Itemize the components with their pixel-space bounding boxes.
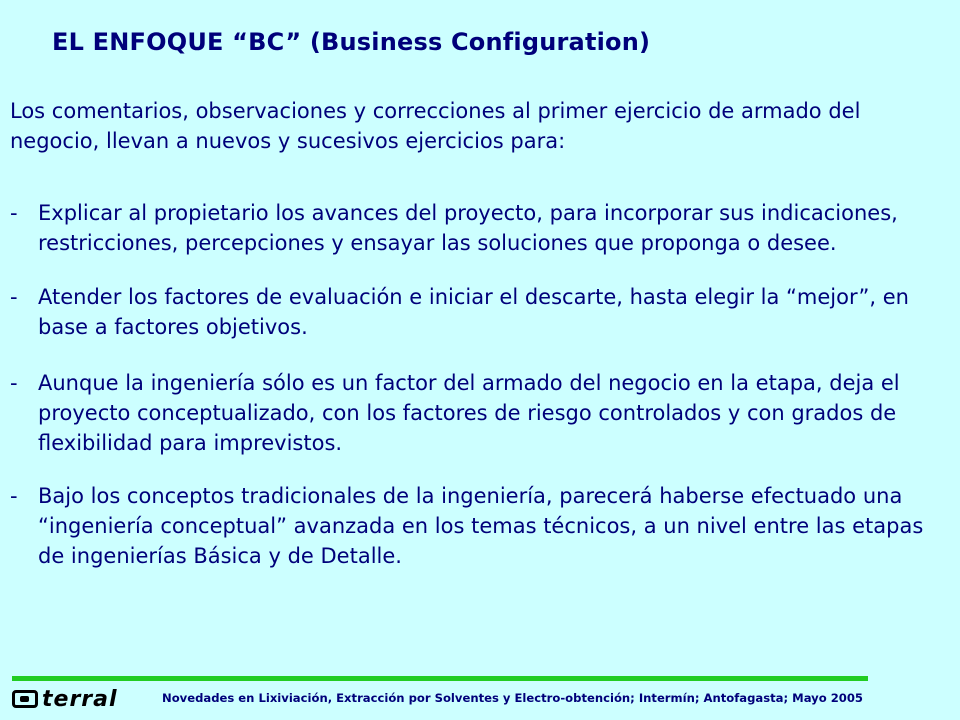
logo-mark-icon xyxy=(12,690,38,708)
bullet-text: Bajo los conceptos tradicionales de la ingeniería, parecerá haberse efectuado una “ingeniería conceptual” avanzada en los temas técnicos, a un nivel entre las etapas de ingenierías Básica y de Detalle. xyxy=(38,484,924,568)
terral-logo xyxy=(12,686,118,712)
bullet-dash: - xyxy=(10,371,18,395)
bullet-dash: - xyxy=(10,285,18,309)
footer-divider xyxy=(12,676,868,681)
logo-text: terral xyxy=(42,686,118,712)
intro-paragraph: Los comentarios, observaciones y correcciones al primer ejercicio de armado del negocio, llevan a nuevos y sucesivos ejercicios para: xyxy=(10,99,861,153)
bullet-item xyxy=(10,198,950,258)
bullet-item xyxy=(10,481,950,571)
slide-title: EL ENFOQUE “BC” (Business Configuration) xyxy=(52,28,651,56)
footer-caption: Novedades en Lixiviación, Extracción por Solventes y Electro-obtención; Intermín; Antofagasta; Mayo 2005 xyxy=(162,691,864,705)
bullet-text: Aunque la ingeniería sólo es un factor del armado del negocio en la etapa, deja el proyecto conceptualizado, con los factores de riesgo controlados y con grados de flexibilidad para imprevistos. xyxy=(38,371,900,455)
bullet-text: Explicar al propietario los avances del proyecto, para incorporar sus indicaciones, restricciones, percepciones y ensayar las soluciones que proponga o desee. xyxy=(38,201,898,255)
bullet-text: Atender los factores de evaluación e iniciar el descarte, hasta elegir la “mejor”, en base a factores objetivos. xyxy=(38,285,909,339)
bullet-item xyxy=(10,282,950,342)
bullet-list xyxy=(10,198,950,595)
bullet-dash: - xyxy=(10,201,18,225)
bullet-dash: - xyxy=(10,484,18,508)
bullet-item xyxy=(10,368,950,458)
